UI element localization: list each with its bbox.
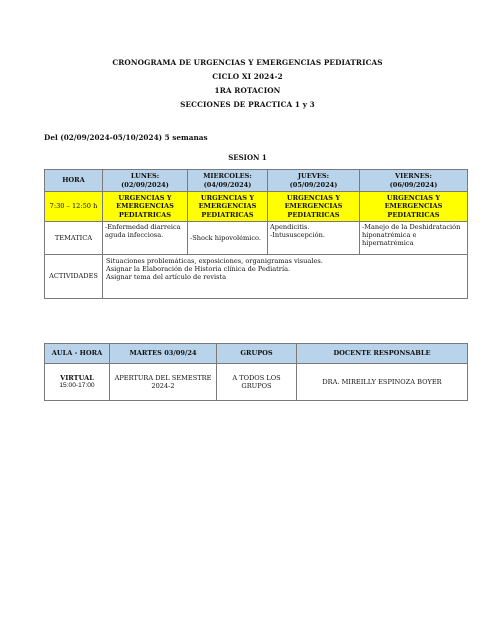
tematica-cell: Apendicitis. -Intususcepción. [268, 222, 360, 255]
actividad-item: Asignar la Elaboración de Historia clínica de Pediatría. [106, 265, 291, 274]
session-label: SESION 1 [228, 153, 267, 162]
title-line-4: SECCIONES DE PRACTICA 1 y 3 [180, 100, 315, 109]
grupos-cell: A TODOS LOS GRUPOS [217, 364, 297, 401]
header-jueves [268, 170, 360, 192]
course-cell: URGENCIAS Y EMERGENCIAS PEDIATRICAS [103, 192, 188, 222]
time-cell: 7:30 – 12:50 h [45, 192, 103, 222]
actividades-label: ACTIVIDADES [45, 255, 103, 299]
course-row [45, 192, 468, 222]
day-name: JUEVES: [297, 172, 330, 181]
course-cell: URGENCIAS Y EMERGENCIAS PEDIATRICAS [188, 192, 268, 222]
tematica-label: TEMATICA [45, 222, 103, 255]
header-viernes [360, 170, 468, 192]
header-martes: MARTES 03/09/24 [110, 344, 217, 364]
day-date: (02/09/2024) [121, 180, 169, 189]
aula-name: VIRTUAL [60, 373, 94, 382]
course-cell: URGENCIAS Y EMERGENCIAS PEDIATRICAS [360, 192, 468, 222]
martes-cell: APERTURA DEL SEMESTRE 2024-2 [110, 364, 217, 401]
aula-cell [45, 364, 110, 401]
tematica-cell: -Shock hipovolémico. [188, 222, 268, 255]
day-name: VIERNES: [395, 172, 432, 181]
actividad-item: Asignar tema del artículo de revista [106, 273, 227, 282]
aula-header-row [45, 344, 468, 364]
title-line-3: 1RA ROTACION [214, 86, 281, 95]
tematica-cell: -Manejo de la Deshidratación hiponatrémica e hipernatrémica [360, 222, 468, 255]
header-miercoles [188, 170, 268, 192]
header-grupos: GRUPOS [217, 344, 297, 364]
aula-table [44, 343, 468, 401]
actividades-cell [103, 255, 468, 299]
course-cell: URGENCIAS Y EMERGENCIAS PEDIATRICAS [268, 192, 360, 222]
day-name: LUNES: [130, 172, 160, 181]
header-docente: DOCENTE RESPONSABLE [297, 344, 468, 364]
aula-row [45, 364, 468, 401]
aula-hora: 15:00-17:00 [59, 382, 95, 389]
period-label: Del (02/09/2024-05/10/2024) 5 semanas [44, 133, 208, 142]
day-name: MIERCOLES: [203, 172, 252, 181]
tematica-row [45, 222, 468, 255]
tematica-cell: -Enfermedad diarreica aguda infecciosa. [103, 222, 188, 255]
actividad-item: Situaciones problemáticas, exposiciones, organigramas visuales. [106, 257, 323, 265]
schedule-table [44, 169, 468, 299]
docente-cell: DRA. MIREILLY ESPINOZA BOYER [297, 364, 468, 401]
day-date: (04/09/2024) [203, 180, 252, 189]
day-date: (05/09/2024) [289, 180, 338, 189]
header-aula-hora: AULA - HORA [45, 344, 110, 364]
actividades-row [45, 255, 468, 299]
schedule-header-row [45, 170, 468, 192]
header-hora: HORA [45, 170, 103, 192]
day-date: (06/09/2024) [389, 180, 438, 189]
header-lunes [103, 170, 188, 192]
title-line-1: CRONOGRAMA DE URGENCIAS Y EMERGENCIAS PEDIATRICAS [112, 58, 383, 67]
title-line-2: CICLO XI 2024-2 [212, 72, 283, 81]
